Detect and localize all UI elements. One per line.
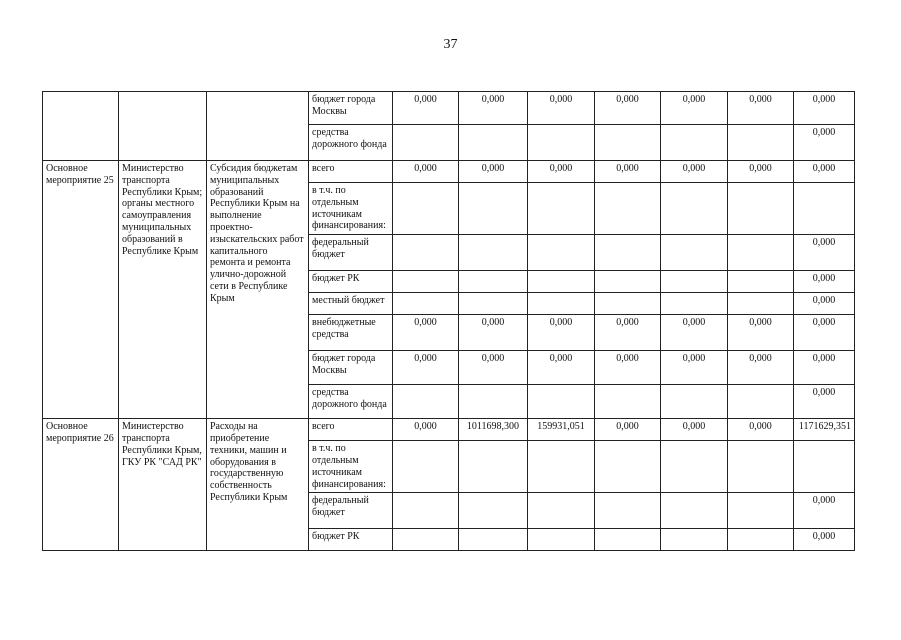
source-label: бюджет города Москвы (309, 92, 393, 125)
value-cell: 0,000 (794, 235, 855, 271)
source-label: средства дорожного фонда (309, 125, 393, 161)
value-cell (393, 441, 459, 493)
value-cell (595, 125, 661, 161)
value-cell (595, 293, 661, 315)
value-cell: 0,000 (794, 315, 855, 351)
value-cell: 0,000 (728, 92, 794, 125)
value-cell: 0,000 (661, 419, 728, 441)
value-cell (393, 293, 459, 315)
source-label: внебюджетные средства (309, 315, 393, 351)
value-cell (661, 271, 728, 293)
value-cell (393, 235, 459, 271)
value-cell (528, 385, 595, 419)
value-cell (393, 125, 459, 161)
value-cell (595, 529, 661, 551)
value-cell (728, 385, 794, 419)
value-cell (459, 441, 528, 493)
measure-description: Субсидия бюджетам муниципальных образований Республики Крым на выполнение проектно-изыскательских работ капитального ремонта и ремонта улично-дорожной сети в Республике Крым (207, 161, 309, 419)
value-cell: 0,000 (393, 351, 459, 385)
value-cell: 0,000 (661, 351, 728, 385)
value-cell (661, 235, 728, 271)
value-cell: 0,000 (794, 125, 855, 161)
value-cell (393, 385, 459, 419)
value-cell (661, 529, 728, 551)
value-cell: 0,000 (595, 419, 661, 441)
value-cell: 0,000 (661, 92, 728, 125)
cell-empty (43, 92, 119, 161)
value-cell (794, 441, 855, 493)
value-cell: 0,000 (393, 419, 459, 441)
value-cell: 0,000 (528, 351, 595, 385)
value-cell: 1171629,351 (794, 419, 855, 441)
value-cell: 0,000 (728, 419, 794, 441)
table-row (43, 92, 855, 125)
source-label: всего (309, 419, 393, 441)
value-cell (728, 183, 794, 235)
value-cell: 0,000 (528, 315, 595, 351)
value-cell: 0,000 (459, 92, 528, 125)
value-cell: 0,000 (459, 315, 528, 351)
source-label: всего (309, 161, 393, 183)
value-cell: 0,000 (728, 161, 794, 183)
value-cell: 0,000 (459, 161, 528, 183)
value-cell (528, 493, 595, 529)
value-cell: 0,000 (595, 315, 661, 351)
value-cell (459, 529, 528, 551)
value-cell (661, 183, 728, 235)
value-cell (528, 441, 595, 493)
value-cell: 0,000 (728, 315, 794, 351)
source-label: бюджет РК (309, 271, 393, 293)
cell-empty (207, 92, 309, 161)
value-cell (393, 493, 459, 529)
value-cell (728, 441, 794, 493)
value-cell: 0,000 (595, 92, 661, 125)
value-cell (595, 493, 661, 529)
value-cell (595, 235, 661, 271)
value-cell (728, 529, 794, 551)
value-cell: 0,000 (794, 351, 855, 385)
value-cell: 0,000 (728, 351, 794, 385)
value-cell (595, 271, 661, 293)
value-cell (661, 125, 728, 161)
value-cell (728, 493, 794, 529)
value-cell: 1011698,300 (459, 419, 528, 441)
value-cell: 0,000 (661, 315, 728, 351)
value-cell (595, 385, 661, 419)
value-cell: 0,000 (528, 161, 595, 183)
value-cell (459, 271, 528, 293)
value-cell (459, 125, 528, 161)
value-cell: 0,000 (794, 92, 855, 125)
value-cell (393, 271, 459, 293)
cell-empty (119, 92, 207, 161)
value-cell (459, 235, 528, 271)
source-label: в т.ч. по отдельным источникам финансирования: (309, 183, 393, 235)
source-label: в т.ч. по отдельным источникам финансирования: (309, 441, 393, 493)
measure-executor: Министерство транспорта Республики Крым; органы местного самоуправления муниципальных образований в Республике Крым (119, 161, 207, 419)
value-cell (528, 183, 595, 235)
value-cell (459, 293, 528, 315)
value-cell: 0,000 (794, 161, 855, 183)
value-cell (393, 529, 459, 551)
page-number: 37 (443, 37, 458, 52)
measure-executor: Министерство транспорта Республики Крым, ГКУ РК "САД РК" (119, 419, 207, 551)
value-cell (661, 493, 728, 529)
value-cell (459, 385, 528, 419)
value-cell: 0,000 (794, 385, 855, 419)
source-label: бюджет РК (309, 529, 393, 551)
source-label: средства дорожного фонда (309, 385, 393, 419)
value-cell (728, 235, 794, 271)
value-cell (528, 235, 595, 271)
source-label: федеральный бюджет (309, 493, 393, 529)
value-cell: 0,000 (528, 92, 595, 125)
value-cell (459, 493, 528, 529)
budget-table (42, 91, 855, 551)
value-cell (528, 125, 595, 161)
source-label: местный бюджет (309, 293, 393, 315)
value-cell (794, 183, 855, 235)
value-cell: 0,000 (794, 293, 855, 315)
table-row (43, 419, 855, 441)
value-cell (661, 293, 728, 315)
value-cell (595, 183, 661, 235)
value-cell (728, 125, 794, 161)
value-cell (661, 385, 728, 419)
value-cell: 159931,051 (528, 419, 595, 441)
value-cell: 0,000 (794, 529, 855, 551)
value-cell: 0,000 (794, 493, 855, 529)
measure-description: Расходы на приобретение техники, машин и оборудования в государственную собственность Республики Крым (207, 419, 309, 551)
value-cell (595, 441, 661, 493)
value-cell (728, 293, 794, 315)
value-cell (393, 183, 459, 235)
table-row (43, 161, 855, 183)
value-cell: 0,000 (595, 161, 661, 183)
value-cell: 0,000 (794, 271, 855, 293)
value-cell: 0,000 (661, 161, 728, 183)
value-cell (528, 271, 595, 293)
measure-name: Основное мероприятие 25 (43, 161, 119, 419)
value-cell (728, 271, 794, 293)
value-cell: 0,000 (459, 351, 528, 385)
value-cell: 0,000 (393, 161, 459, 183)
value-cell (661, 441, 728, 493)
value-cell (459, 183, 528, 235)
value-cell: 0,000 (393, 92, 459, 125)
measure-name: Основное мероприятие 26 (43, 419, 119, 551)
source-label: бюджет города Москвы (309, 351, 393, 385)
value-cell (528, 529, 595, 551)
source-label: федеральный бюджет (309, 235, 393, 271)
value-cell (528, 293, 595, 315)
value-cell: 0,000 (595, 351, 661, 385)
value-cell: 0,000 (393, 315, 459, 351)
